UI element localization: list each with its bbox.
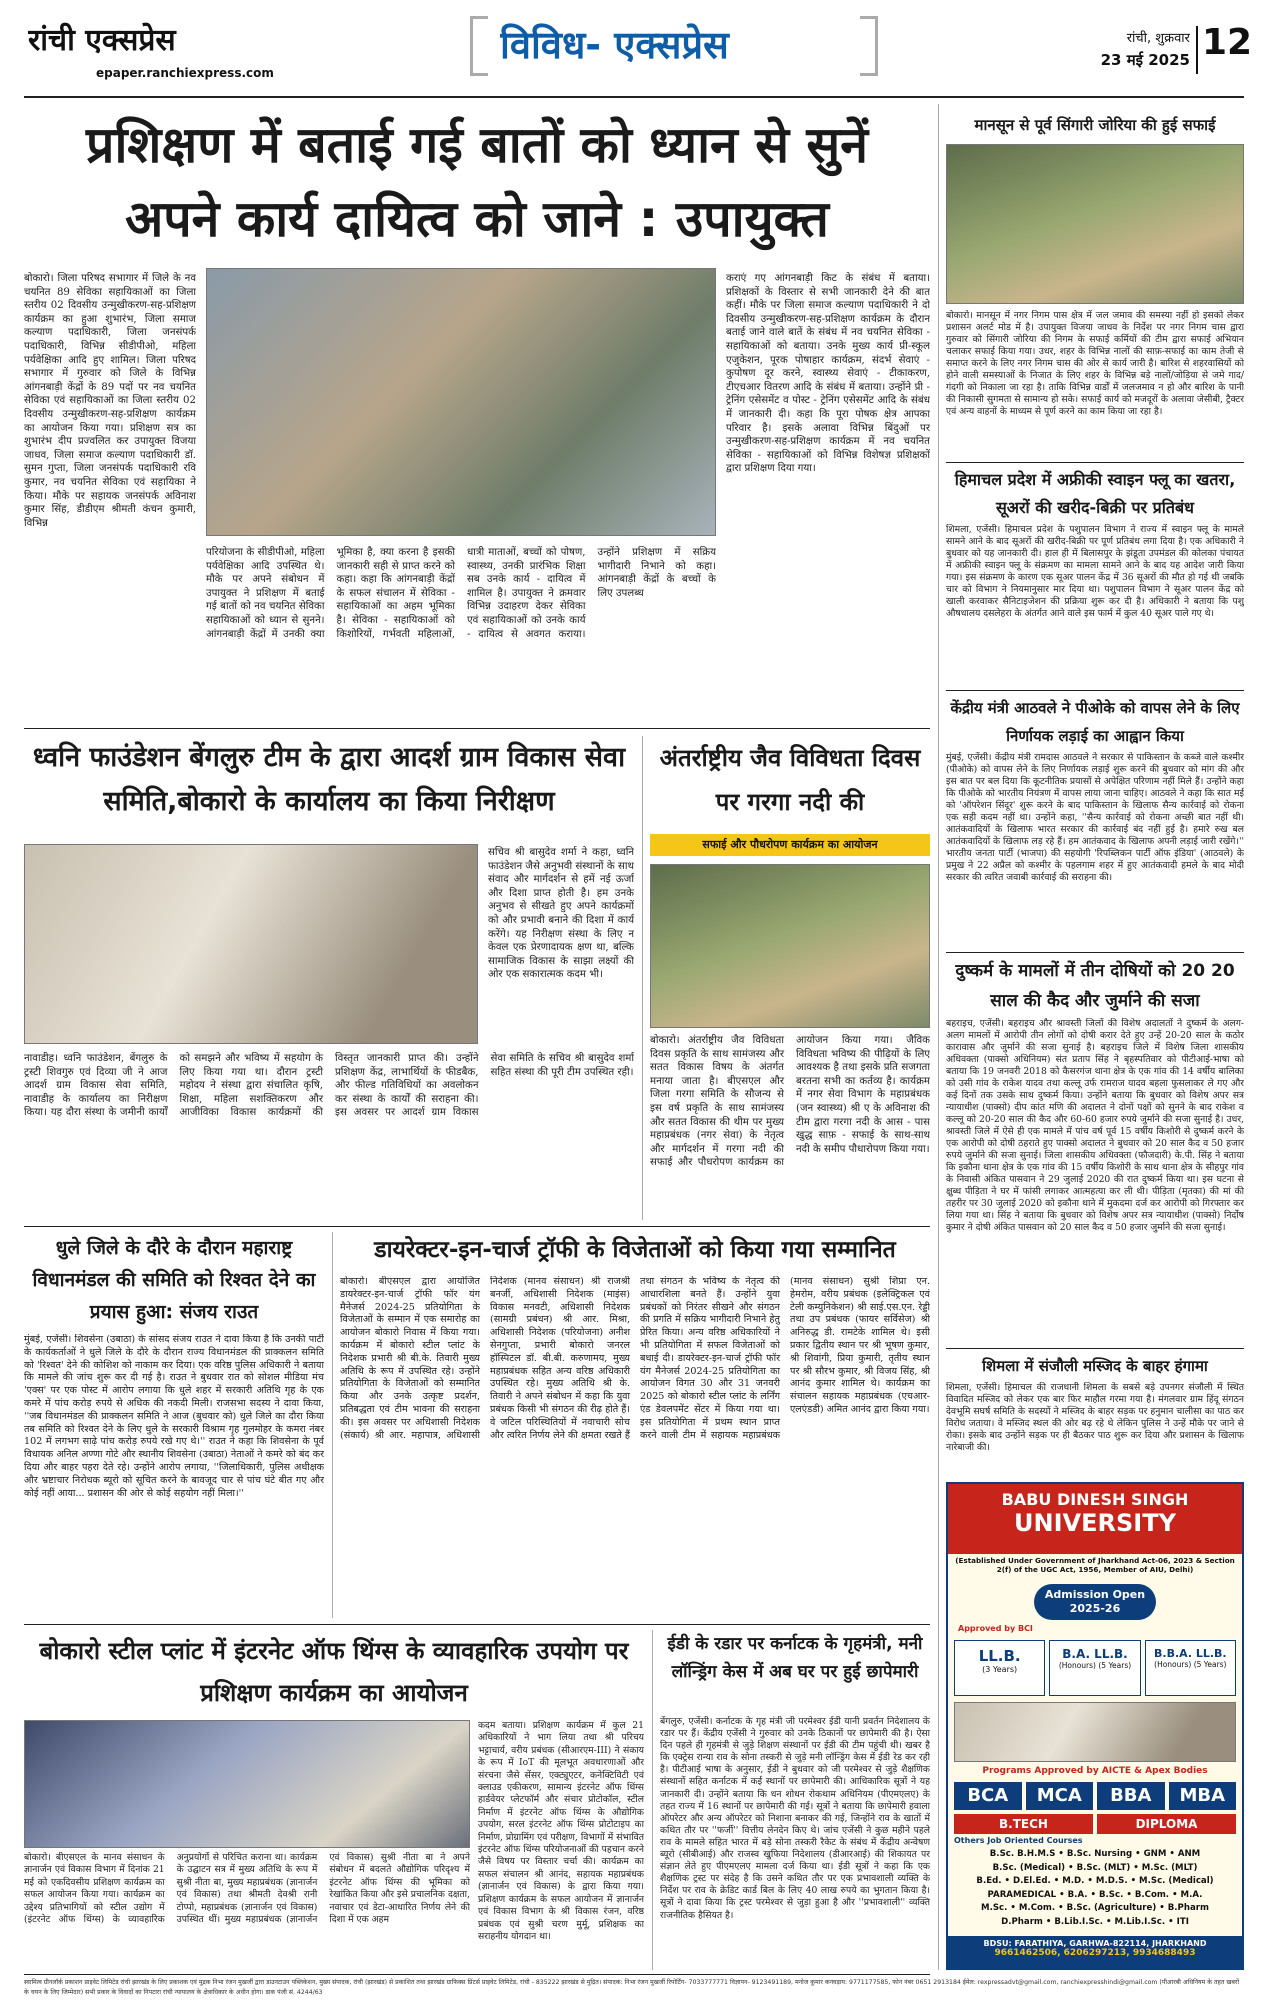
imprint-footer: स्वामित्व ग्रीनलॉर्क प्रकाशन प्राइवेट लिमिटेड रांची झारखंड के लिए प्रकाशक एवं मुद्रक निभा रंजन मुखर्जी द्वारा डाउनटाउन पब्लिकेशन, मुख्य संपादक, रांची (झारखंड) से प्रकाशित तथा झारखंड ग्राफिक्स प्रिंटर्स प्राइवेट लिमिटेड, रांची - 835222 झारखंड से मुद्रित। संपादक: निभा रंजन मुखर्जी रिपोर्टिंग- 7033777771 विज्ञापन- 9123491189, मनोज कुमार कनवड़ाय: 9771177585, फोन नंबर 0651 2913184 ईमेल: rexpressadvt@gmail.com, ranchiexpresshindi@gmail.com (पीआरबी अधिनियम के तहत खबरों के चयन के लिए जिम्मेदार) सभी प्रकार के विवादों का निपटारा रांची न्यायालय के क्षेत्राधिकार के अधीन होगा। डाक पंजी सं. 4244/63	[24, 1979, 1240, 1996]
dateline-date: 23 मई 2025	[1100, 51, 1190, 69]
ad-header	[948, 1484, 1242, 1554]
dhule-trophy-divider	[332, 1232, 333, 1618]
section-rule-4	[24, 1974, 930, 1975]
monsoon-text: बोकारो। मानसून में नगर निगम पास क्षेत्र में जल जमाव की समस्या नहीं हो इसको लेकर प्रशासन अलर्ट मोड में है। उपायुक्त विजया जाधव के निर्देश पर नगर निगम चास द्वारा गुरुवार को सिंगारी जोरिया की निगम के सफाई कर्मियों की टीम द्वारा सफाई अभियान चलाकर सफाई किया गया। उधर, शहर के विभिन्न नालों की साफ़-सफाई का काम तेजी से समाप्त करने के लिए नगर निगम चास की ओर से कार्य जारी है। बारिश से शहरवासियों को होने वाली समस्याओं के निजात के लिए शहर के विभिन्न बड़े नालों/जोड़िया से जमे गाद/गंदगी को निकाला जा रहा है। ताकि विभिन्न वार्डों में जलजमाव न हो और बारिश के पानी की निकासी सुगमता से सामान्य हो सके। सफाई कार्य को मजदूरों के अलावा जेसीबी, ट्रैक्टर एवं अन्य वाहनों के माध्यम से पूर्ण करने का काम किया जा रहा है।	[946, 310, 1244, 417]
himachal-headline: हिमाचल प्रदेश में अफ्रीकी स्वाइन फ्लू का खतरा, सूअरों की खरीद-बिक्री पर प्रतिबंध	[954, 470, 1236, 517]
ad-course-bca: BCA	[954, 1782, 1022, 1810]
masthead	[0, 0, 1268, 96]
newspaper-logo	[28, 18, 258, 66]
page-number: 12	[1202, 22, 1252, 63]
ad-course-diploma: DIPLOMA	[1097, 1814, 1236, 1834]
section-bracket-left	[470, 16, 488, 76]
lead-photo	[206, 268, 716, 536]
ad-course-bba: BBA	[1097, 1782, 1165, 1810]
lead-headline-1: प्रशिक्षण में बताई गई बातों को ध्यान से सुनें	[86, 116, 868, 174]
right-rule-4	[946, 1348, 1244, 1349]
ad-course-btech: B.TECH	[954, 1814, 1093, 1834]
shimla-text: शिमला, एजेंसी। हिमाचल की राजधानी शिमला के सबसे बड़े उपनगर संजौली में स्थित विवादित मस्जिद को लेकर एक बार फिर माहौल गरमा गया है। मंगलवार ग्राम हिंदू संगठन देवभूमि सघर्ष समिति के सदस्यों ने मस्जिद के बाहर सड़क पर हनुमान चालीसा का पाठ कर विरोध जताया। वे मस्जिद स्थल की ओर बढ़ रहे थे लेकिन पुलिस ने उन्हें मौके पर जाने से रोका। इसके बाद उन्होंने सड़क पर ही बैठकर पाठ शुरू कर दिया और प्रशासन के खिलाफ नारेबाजी की।	[946, 1382, 1244, 1453]
ad-tech-courses	[954, 1814, 1236, 1834]
ad-established: (Established Under Government of Jharkhand Act-06, 2023 & Section 2(f) of the UGC Act, 1956, Member of AIU, Delhi)	[955, 1556, 1235, 1574]
ad-course-ballb: B.A. LL.B. (Honours) (5 Years)	[1049, 1640, 1140, 1696]
section-rule-2	[24, 1226, 930, 1227]
section-rule-1	[24, 728, 930, 729]
ad-course-mca: MCA	[1026, 1782, 1094, 1810]
dateline-day: रांची, शुक्रवार	[1126, 31, 1190, 46]
masthead-rule	[24, 96, 1244, 98]
ad-phones: 9661462506, 6206297213, 9934688493	[994, 1948, 1196, 1958]
right-rule-3	[946, 952, 1244, 953]
iot-ed-divider	[652, 1630, 653, 1970]
jaiv-photo	[650, 864, 930, 1028]
ad-campus-strip	[954, 1702, 1236, 1762]
iot-text-bottom: बोकारो। बीएसएल के मानव संसाधन के ज्ञानार्जन एवं विकास विभाग में दिनांक 21 मई को एकदिवसीय प्रशिक्षण कार्यक्रम का सफल आयोजन किया गया। कार्यक्रम का उद्देश्य प्रतिभागियों को स्टील उद्योग में (इंटरनेट ऑफ थिंग्स) के व्यावहारिक अनुप्रयोगों से परिचित कराना था। कार्यक्रम के उद्घाटन सत्र में मुख्य अतिथि के रूप में सुश्री नीता बा, मुख्य महाप्रबंधक (ज्ञानार्जन एवं विकास) तथा श्रीमती देवश्री रानी टोप्पो, महाप्रबंधक (ज्ञानार्जन एवं विकास) उपस्थित थीं। मुख्य महाप्रबंधक (ज्ञानार्जन एवं विकास) सुश्री नीता बा ने अपने संबोधन में बदलते औद्योगिक परिदृश्य में इंटरनेट ऑफ थिंग्स की भूमिका को रेखांकित किया और इसे प्रचालनिक दक्षता, नवाचार एवं डेटा-आधारित निर्णय लेने की दिशा में एक अहम	[24, 1852, 470, 1926]
ad-law-courses	[954, 1640, 1236, 1696]
lead-column-bottom: परियोजना के सीडीपीओ, महिला पर्यवेक्षिका आदि उपस्थित थे। मौके पर अपने संबोधन में उपायुक्त ने प्रशिक्षण में बताई गई बातों को नव चयनित सेविका सहायिकाओं को ध्यान से सुनने। आंगनबाड़ी केंद्रों में उनकी क्या भूमिका है, क्या करना है इसकी जानकारी सही से प्राप्त करने को कहा। कहा कि आंगनबाड़ी केंद्रों के सफल संचालन में सेविका - सहायिकाओं का अहम भूमिका है। सेविका - सहायिकाओं को किशोरियों, गर्भवती महिलाओं, धात्री माताओं, बच्चों को पोषण, स्वास्थ्य, उनकी प्रारंभिक शिक्षा सब उनके कार्य - दायित्व में शामिल है। उपायुक्त ने क्रमवार विभिन्न उदाहरण देकर सेविका एवं सहायिकाओं को उनके कार्य - दायित्व से अवगत कराया। उन्होंने प्रशिक्षण में सक्रिय भागीदारी निभाने को कहा। आंगनबाड़ी केंद्रों के बच्चों के लिए उपलब्ध	[206, 547, 716, 640]
dushkarm-headline: दुष्कर्म के मामलों में तीन दोषियों को 20 20 साल की कैद और जुर्माने की सजा	[955, 961, 1235, 1011]
ad-big-courses	[954, 1782, 1236, 1810]
section-bracket-right	[860, 16, 878, 76]
logo-text: रांची एक्सप्रेस	[28, 23, 176, 58]
monsoon-headline: मानसून से पूर्व सिंगारी जोरिया की हुई सफाई	[974, 116, 1216, 134]
lead-headline-2: अपने कार्य दायित्व को जाने : उपायुक्त	[125, 190, 829, 248]
trophy-text: बोकारो। बीएसएल द्वारा आयोजित डायरेक्टर-इन-चार्ज ट्रॉफी फॉर यंग मैनेजर्स 2024-25 प्रतियोगिता के विजेताओं के सम्मान में एक समारोह का आयोजन बोकारो निवास में किया गया। कार्यक्रम में बोकारो स्टील प्लांट के निदेशक प्रभारी श्री बी.के. तिवारी मुख्य अतिथि के रूप में उपस्थित रहे। उन्होंने प्रतियोगिता के विजेताओं को सम्मानित किया और उनके उत्कृष्ट प्रदर्शन, प्रतिबद्धता एवं टीम भावना की सराहना की। इस अवसर पर अधिशासी निदेशक (संकार्य) श्री आर. महापात्र, अधिशासी निदेशक (मानव संसाधन) श्री राजश्री बनर्जी, अधिशासी निदेशक (माइंस) विकास मनवटी, अधिशासी निदेशक (सामग्री प्रबंधन) श्री आर. मिश्रा, अधिशासी निदेशक (परियोजना) अनीश सेनगुप्ता, प्रभारी बोकारो जनरल हॉस्पिटल डॉ. बी.बी. करुणामय, मुख्य महाप्रबंधक सहित अन्य वरिष्ठ अधिकारी उपस्थित रहे। मुख्य अतिथि श्री के. तिवारी ने अपने संबोधन में कहा कि युवा प्रबंधक किसी भी संगठन की रीढ़ होते हैं। वे जटिल परिस्थितियों में नवाचारी सोच और त्वरित निर्णय लेने की क्षमता रखते हैं तथा संगठन के भविष्य के नेतृत्व की आधारशिला बनते हैं। उन्होंने युवा प्रबंधकों को निरंतर सीखने और संगठन की प्रगति में सक्रिय भागीदारी निभाने हेतु प्रेरित किया। अन्य वरिष्ठ अधिकारियों ने भी प्रतियोगिता में सफल विजेताओं को बधाई दी। डायरेक्टर-इन-चार्ज ट्रॉफी फॉर यंग मैनेजर्स 2024-25 प्रतियोगिता का आयोजन विगत 30 और 31 जनवरी 2025 को बोकारो स्टील प्लांट के लर्निंग एंड डेवलपमेंट सेंटर में किया गया था। इस प्रतियोगिता में प्रथम स्थान प्राप्त करने वाली टीम में सहायक महाप्रबंधक (मानव संसाधन) सुश्री शिप्रा एन. हेमरोम, वरीय प्रबंधक (इलेक्ट्रिकल एवं टेली कम्युनिकेशन) श्री साई.एस.एन. रेड्डी तथा उप प्रबंधक (फायर सर्विसेज) श्री अनिरुद्ध डी. रामटेके शामिल थे। इसी प्रकार द्वितीय स्थान पर श्री भूषण कुमार, श्री शिवांगी, प्रिया कुमारी, तृतीय स्थान पर श्री सौरभ कुमार, श्री विजय सिंह, श्री आनंद कुमार शामिल थे। कार्यक्रम का संचालन सहायक महाप्रबंधक (एचआर-एलएंडडी) अमित आनंद द्वारा किया गया।	[340, 1276, 930, 1441]
athawale-text: मुंबई, एजेंसी। केंद्रीय मंत्री रामदास आठवले ने सरकार से पाकिस्तान के कब्जे वाले कश्मीर (पीओके) को वापस लेने के लिए निर्णायक लड़ाई शुरू करने की बुधवार को मांग की और इस बात पर बल दिया कि कूटनीतिक प्रयासों से अपेक्षित परिणाम नहीं मिले हैं। उन्होंने कहा कि पीओके को भारतीय नियंत्रण में वापस लाया जाना चाहिए। आठवले ने कहा कि सात मई को 'ऑपरेशन सिंदूर' शुरू करने के बाद पाकिस्तान के खिलाफ सैन्य कार्रवाई को रोकना एक सही कदम नहीं था। उन्होंने कहा, ''सैन्य कार्रवाई को रोकना अच्छी बात नहीं थी। आतंकवादियों के खिलाफ भारत सरकार की कार्रवाई बंद नहीं हुई है। हमारे रुख बल आतंकवादियों के खिलाफ लड़ रहे हैं। हम आतंकवाद के खिलाफ अपनी लड़ाई जारी रखेंगे।'' भारतीय जनता पार्टी (भाजपा) की सहयोगी 'रिपब्लिकन पार्टी ऑफ इंडिया' (आठवले) के प्रमुख ने 22 अप्रैल को कश्मीर के पहलगाम शहर में हुए आतंकवादी हमले के बाद मोदी सरकार की त्वरित जवाबी कार्रवाई की सराहना की।	[946, 752, 1244, 883]
ad-address: BDSU: FARATHIYA, GARHWA-822114, JHARKHAND	[983, 1939, 1207, 1948]
ed-text: बेंगलुरु, एजेंसी। कर्नाटक के गृह मंत्री जी परमेश्वर ईडी यानी प्रवर्तन निदेशालय के रडार पर हैं। केंद्रीय एजेंसी ने गुरुवार को उनके ठिकानों पर छापेमारी की है। ऐसा दिन पहले ही गृहमंत्री से जुड़े शिक्षण संस्थानों पर ईडी की टीम पहुंची थी। खबर है कि एक्ट्रेस रान्या राव के सोना तस्करी से जुड़े मनी लॉन्ड्रिंग केस में ईडी रेड कर रही है। पीटीआई भाषा के अनुसार, ईडी ने बुधवार को जी परमेश्वर से जुड़े शैक्षणिक संस्थानों सहित कर्नाटक में कई स्थानों पर छापेमारी की। आधिकारिक सूत्रों ने यह जानकारी दी। उन्होंने बताया कि धन शोधन रोकथाम अधिनियम (पीएमएलए) के तहत राज्य में 16 स्थानों पर छापेमारी की गई। सूत्रों ने बताया कि छापेमारी हवाला ऑपरेटर और अन्य ऑपरेटर को निशाना बनाकर की गई, जिन्होंने राव के खातों में कथित तौर पर ''फर्जी'' वित्तीय लेनदेन किए थे। जांच एजेंसी ने कुछ महीने पहले राव के मामले सहित भारत में बड़े सोना तस्करी रैकेट के संबंध में केंद्रीय अन्वेषण ब्यूरो (सीबीआई) और राजस्व खुफिया निदेशालय (डीआरआई) की शिकायत पर संज्ञान लेते हुए पीएमएलए मामला दर्ज किया था। ईडी सूत्रों ने कहा कि एक शैक्षणिक ट्रस्ट पर संदेह है कि उसने कथित तौर पर एक प्रभावशाली व्यक्ति के निर्देश पर राव के क्रेडिट कार्ड बिल के लिए 40 लाख रुपये का भुगतान किया है। सूत्रों ने दावा किया कि ट्रस्ट परमेश्वर से जुड़ा हुआ है और ''प्रभावशाली'' व्यक्ति राजनीतिक हैसियत है।	[660, 1716, 930, 1921]
jaiv-headline: अंतर्राष्ट्रीय जैव विविधता दिवस पर गरगा नदी की	[659, 744, 921, 816]
ad-course-mba: MBA	[1169, 1782, 1237, 1810]
dhwani-photo	[24, 844, 478, 1044]
right-rule-1	[946, 462, 1244, 463]
dushkarm-text: बहराइच, एजेंसी। बहराइच और श्रावस्ती जिलों की विशेष अदालतों ने दुष्कर्म के अलग-अलग मामलों में आरोपी तीन लोगों को दोषी करार देते हुए उन्हें 20-20 साल के कठोर कारावास और जुर्माने की सजा सुनाई है। बहराइच जिले में विशेष जिला शासकीय अधिवक्ता (पाक्सो अधिनियम) संत प्रताप सिंह ने बृहस्पतिवार को पीटीआई-भाषा को बताया कि 19 जनवरी 2018 को कैसरगंज थाना क्षेत्र के एक गांव की 14 वर्षीय बालिका को उसी गांव के राकेश यादव तथा कल्लू उर्फ रामराज यादव बहला फुसलाकर ले गए और कई दिनों तक उसके साथ दुष्कर्म किया। उन्होंने बताया कि बुधवार को विशेष अपर सत्र न्यायाधीश (पाक्सो) दीप कांत मणि की अदालत ने दोनों पक्षों को सुनने के बाद राकेश व कल्लू को 20-20 साल की कैद और 60-60 हजार रुपये जुर्माने की सजा सुनाई है। उधर, श्रावस्ती जिले में ऐसे ही एक मामले में पांच वर्ष पूर्व 15 वर्षीय किशोरी से दुष्कर्म करने के एक आरोपी को दोषी ठहराते हुए पाक्सो अदालत ने बुधवार को 20 साल कैद व 50 हजार रुपये जुर्माने की सजा सुनाई। जिला शासकीय अधिवक्ता (फौजदारी) के.पी. सिंह ने बताया कि इकौना थाना क्षेत्र के एक गांव की 15 वर्षीय किशोरी के साथ थाना क्षेत्र के सीहपुर गांव के निवासी अंकित पासवान ने 29 जुलाई 2020 की रात दुष्कर्म किया था। इस घटना से क्षुब्ध पीड़िता ने घर में फांसी लगाकर आत्महत्या कर ली थी। पीड़िता (मृतका) की मां की तहरीर पर 30 जुलाई 2020 को इकौना थाने में मुकदमा दर्ज कर आरोपी को गिरफ्तार कर लिया गया था। सिंह ने बताया कि बुधवार को विशेष अपर सत्र न्यायाधीश (पाक्सो) निर्दोष कुमार ने दोषी अंकित पासवान को 20 साल कैद व 50 हजार जुर्माने की सजा सुनाई।	[946, 1018, 1244, 1233]
iot-headline: बोकारो स्टील प्लांट में इंटरनेट ऑफ थिंग्स के व्यावहारिक उपयोग पर प्रशिक्षण कार्यक्रम का आयोजन	[39, 1637, 629, 1707]
ad-course-llb: LL.B. (3 Years)	[954, 1640, 1045, 1696]
page-number-divider	[1196, 26, 1198, 74]
right-column-divider	[938, 104, 939, 1970]
trophy-headline: डायरेक्टर-इन-चार्ज ट्रॉफी के विजेताओं को किया गया सम्मानित	[374, 1237, 896, 1263]
jaiv-subhead: सफाई और पौधरोपण कार्यक्रम का आयोजन	[650, 834, 930, 856]
ad-aicte: Programs Approved by AICTE & Apex Bodies	[982, 1766, 1208, 1776]
jaiv-text: बोकारो। अंतर्राष्ट्रीय जैव विविधता दिवस प्रकृति के साथ सामंजस्य और सतत विकास विषय के अंतर्गत मनाया जाता है। बीएसएल और जिला गरगा समिति के सौजन्य से इस वर्ष प्रकृति के साथ सामंजस्य और सतत विकास की थीम पर मुख्य महाप्रबंधक (नगर सेवा) के नेतृत्व और मार्गदर्शन में गरगा नदी की सफाई और पौधरोपण कार्यक्रम का आयोजन किया गया। जैविक विविधता भविष्य की पीढ़ियों के लिए आवश्यक है तथा इसके प्रति सजगता बरतना सभी का कर्तव्य है। कार्यक्रम में नगर सेवा विभाग के महाप्रबंधक (जन स्वास्थ्य) श्री ए के अविनाश की टीम द्वारा गरगा नदी के आस - पास खुद्ध साफ़ - सफाई के साथ-साथ नदी के समीप पौधारोपण किया गया।	[650, 1035, 930, 1169]
university-ad[interactable]	[946, 1482, 1244, 1970]
dhwani-text-left: नावाडीह। ध्वनि फाउंडेशन, बेंगलुरु के ट्रस्टी शिवगुरु एवं दिव्या जी ने आज आदर्श ग्राम विकास सेवा समिति, नावाडीह के कार्यालय का निरीक्षण किया। यह दौरा संस्था के जमीनी कार्यों को समझने और भविष्य में सहयोग के लिए किया गया था। दौरान ट्रस्टी महोदय ने संस्था द्वारा संचालित कृषि, शिक्षा, महिला सशक्तिकरण और आजीविका विकास कार्यक्रमों की विस्तृत जानकारी प्राप्त की। उन्होंने प्रशिक्षण केंद्र, लाभार्थियों के फीडबैक, और फील्ड गतिविधियों का अवलोकन कर संस्था के कार्यों की सराहना की। इस अवसर पर आदर्श ग्राम विकास सेवा समिति के सचिव श्री बासुदेव शर्मा सहित संस्था की पूरी टीम उपस्थित रही।	[24, 1053, 634, 1119]
ad-others: Others Job Oriented Courses	[954, 1836, 1083, 1845]
ad-approved-bci: Approved by BCI	[958, 1624, 1033, 1633]
himachal-text: शिमला, एजेंसी। हिमाचल प्रदेश के पशुपालन विभाग ने राज्य में स्वाइन फ्लू के मामले सामने आने के बाद सूअरों की खरीद-बिक्री पर पूर्ण प्रतिबंध लगा दिया है। एक अधिकारी ने बुधवार को यह जानकारी दी। हाल ही में बिलासपुर के झंडूता उपमंडल की कोलका पंचायत में अफ्रीकी स्वाइन फ्लू के संक्रमण का मामला सामने आने के बाद यह आदेश जारी किया गया। इस संक्रमण के कारण एक सूअर पालन केंद्र में 36 सूअरों की मौत हो गई थी जबकि चार को विभाग ने नियमानुसार मार दिया था। पशुपालन विभाग ने सूअर पालन केंद्र को खाली करवाकर सैनिटाइजेशन की प्रक्रिया शुरू कर दी है। अधिकारी ने बताया कि पशु औषधालय दसलेहरा के अंतर्गत आने वाले इस फार्म में कुल 40 सूअर पाले गए थे।	[946, 524, 1244, 619]
section-rule-3	[24, 1624, 930, 1625]
monsoon-photo	[946, 144, 1244, 304]
section-title: विविध- एक्सप्रेस	[500, 23, 729, 67]
site-url[interactable]: epaper.ranchiexpress.com	[96, 66, 274, 80]
dhule-text: मुंबई, एजेंसी। शिवसेना (उबाठा) के सांसद संजय राउत ने दावा किया है कि उनकी पार्टी के कार्यकर्ताओं ने धुले जिले के दौरे के दौरान राज्य विधानमंडल की प्राक्कलन समिति को 'रिश्वत' देने की कोशिश को नाकाम कर दिया। एक वरिष्ठ पुलिस अधिकारी ने बताया कि मामले की जांच शुरू कर दी गई है। राउत ने बुधवार रात को सोशल मीडिया मंच 'एक्स' पर एक पोस्ट में आरोप लगाया कि धुले शहर में सरकारी अतिथि गृह के एक कमरे में पांच करोड़ रुपये से अधिक की नकदी मिली। राजसभा सदस्य ने दावा किया, ''जब विधानमंडल की प्राक्कलन समिति ने आज (बुधवार को) धुले जिले का दौरा किया तब समिति को रिश्वत देने के लिए धुले के सरकारी विश्राम गृह गुलमोहर के कमरा नंबर 102 में लगभग साढ़े पांच करोड़ रुपये रखे गए थे।'' राउत ने कहा कि शिवसेना के पूर्व विधायक अनिल अण्णा गोटे और स्थानीय शिवसेना (उबाठा) नेताओं ने कमरे को बंद कर दिया और बाहर पहरा देते रहे। उन्होंने आरोप लगाया, ''जिलाधिकारी, पुलिस अधीक्षक और भ्रष्टाचार निरोधक ब्यूरो को सूचित करने के बावजूद चार से पांच घंटे बीत गए और कोई नहीं आया... प्रशासन की ओर से कोई सहयोग नहीं मिला।''	[24, 1334, 324, 1499]
iot-photo	[24, 1720, 470, 1848]
iot-text-right: कदम बताया। प्रशिक्षण कार्यक्रम में कुल 21 अधिकारियों ने भाग लिया तथा श्री परिचय भट्टाचार्य, वरीय प्रबंधक (सीआरएम-III) ने संकाय के रूप में IoT की मूलभूत अवधारणाओं और संरचना जैसे सेंसर, एक्ट्युएटर, कनेक्टिविटी एवं क्लाउड एकीकरण, सामान्य इंटरनेट ऑफ थिंग्स हार्डवेयर प्लेटफॉर्म और संचार प्रोटोकॉल, स्टील निर्माण में इंटरनेट ऑफ थिंग्स के औद्योगिक उपयोग, सरल इंटरनेट ऑफ थिंग्स प्रोटोटाइप का निर्माण, प्रोग्रामिंग एवं परीक्षण, विभागों में संभावित इंटरनेट ऑफ थिंग्स परियोजनाओं की पहचान करने जैसे विषय पर विस्तार चर्चा की। कार्यक्रम का सफल संचालन श्री आनंद, सहायक महाप्रबंधक (ज्ञानार्जन एवं विकास) के द्वारा किया गया। प्रशिक्षण कार्यक्रम के सफल आयोजन में ज्ञानार्जन एवं विकास विभाग के श्री विकास रंजन, वरिष्ठ प्रबंधक एवं सुश्री चरण मुर्मू, प्रशिक्षक का सराहनीय योगदान था।	[478, 1720, 644, 1942]
ed-headline: ईडी के रडार पर कर्नाटक के गृहमंत्री, मनी लॉन्ड्रिंग केस में अब घर पर हुई छापेमारी	[667, 1634, 923, 1682]
ad-course-bballb: B.B.A. LL.B. (Honours) (5 Years)	[1145, 1640, 1236, 1696]
dhwani-text-right: सचिव श्री बासुदेव शर्मा ने कहा, ध्वनि फाउंडेशन जैसे अनुभवी संस्थानों के साथ संवाद और मार्गदर्शन से हमें नई ऊर्जा और दिशा प्राप्त होती है। हम उनके अनुभव से सीखते हुए अपने कार्यक्रमों को और प्रभावी बनाने की दिशा में कार्य करेंगे। यह निरीक्षण संस्था के लिए न केवल एक प्रेरणादायक क्षण था, बल्कि सामाजिक विकास के साझा लक्ष्यों की ओर एक सकारात्मक कदम भी।	[488, 847, 634, 981]
ad-footer	[948, 1936, 1242, 1968]
ad-admission-badge: Admission Open 2025-26	[1034, 1584, 1156, 1620]
ad-name-line2: UNIVERSITY	[1014, 1509, 1176, 1537]
ad-course-list: B.Sc. B.H.M.S • B.Sc. Nursing • GNM • ANM B.Sc. (Medical) • B.Sc. (MLT) • M.Sc. (MLT) B.Ed. • D.El.Ed. • M.D. • M.D.S. • M.Sc. (Medical) PARAMEDICAL • B.A. • B.Sc. • B.Com. • M.A. M.Sc. • M.Com. • B.Sc. (Agriculture) • B.Pharm D.Pharm • B.Lib.I.Sc. • M.Lib.I.Sc. • ITI	[976, 1849, 1214, 1927]
shimla-headline: शिमला में संजौली मस्जिद के बाहर हंगामा	[982, 1357, 1208, 1375]
ad-name-line1: BABU DINESH SINGH	[1001, 1490, 1189, 1509]
right-rule-2	[946, 690, 1244, 691]
dhwani-jaiv-divider	[642, 736, 643, 1220]
dhule-headline: धुले जिले के दौरे के दौरान महाराष्ट्र विधानमंडल की समिति को रिश्वत देने का प्रयास हुआ: संजय राउत	[32, 1237, 316, 1323]
lead-column-right: कराएं गए आंगनबाड़ी किट के संबंध में बताया। प्रशिक्षकों के विस्तार से सभी जानकारी देने की बात कहीं। मौके पर जिला समाज कल्याण पदाधिकारी ने दो दिवसीय उन्मुखीकरण-सह-प्रशिक्षण कार्यक्रम के दौरान बताई जाने वाले बातें के संबंध में नव चयनित सेविका - सहायिकाओं को बताया। उनके मुख्य कार्य प्री-स्कूल एजुकेशन, पूरक पोषाहार कार्यक्रम, संदर्भ सेवाएं - कुपोषण दूर करने, स्वास्थ्य सेवाएं - टीकाकरण, टीएचआर वितरण आदि के संबंध में बताया। उन्होंने प्री - ट्रेनिंग एसेसमेंट व पोस्ट - ट्रेनिंग एसेसमेंट आदि के संबंध में जानकारी दी। कहा कि पूरा पोषक क्षेत्र आपका परिवार है। इसके अलावा विभिन्न बिंदुओं पर उन्मुखीकरण-सह-प्रशिक्षण कार्यक्रम में नव चयनित सेविका - सहायिकाओं को विभिन्न विशेषज्ञ प्रशिक्षकों द्वारा प्रशिक्षण दिया गया।	[726, 273, 930, 475]
lead-column-1: बोकारो। जिला परिषद सभागार में जिले के नव चयनित 89 सेविका सहायिकाओं का जिला स्तरीय 02 दिवसीय उन्मुखीकरण-सह-प्रशिक्षण कार्यक्रम का हुआ शुभारंभ, जिला समाज कल्याण पदाधिकारी, जिला जनसंपर्क पदाधिकारी, विभिन्न सीडीपीओ, महिला पर्यवेक्षिका आदि हुए शामिल। जिला परिषद सभागार में गुरुवार को जिले के विभिन्न आंगनबाड़ी केंद्रों के 89 पदों पर नव चयनित सेविका एवं सहायिकाओं का जिला स्तरीय 02 दिवसीय उन्मुखीकरण-सह-प्रशिक्षण कार्यक्रम का आयोजन किया गया। प्रशिक्षण सत्र का शुभारंभ दीप प्रज्वलित कर उपायुक्त विजया जाधव, जिला समाज कल्याण पदाधिकारी डॉ. सुमन गुप्ता, जिला जनसंपर्क पदाधिकारी रवि कुमार, नव चयनित सेविका एवं सहायिका ने किया। मौके पर सहायक जनसंपर्क अविनाश कुमार सिंह, डीडीएम श्रीमती कंचन कुमारी, विभिन्न	[24, 273, 196, 529]
dhwani-headline: ध्वनि फाउंडेशन बेंगलुरु टीम के द्वारा आदर्श ग्राम विकास सेवा समिति,बोकारो के कार्यालय का किया निरीक्षण	[32, 742, 626, 817]
athawale-headline: केंद्रीय मंत्री आठवले ने पीओके को वापस लेने के लिए निर्णायक लड़ाई का आह्वान किया	[950, 699, 1240, 745]
